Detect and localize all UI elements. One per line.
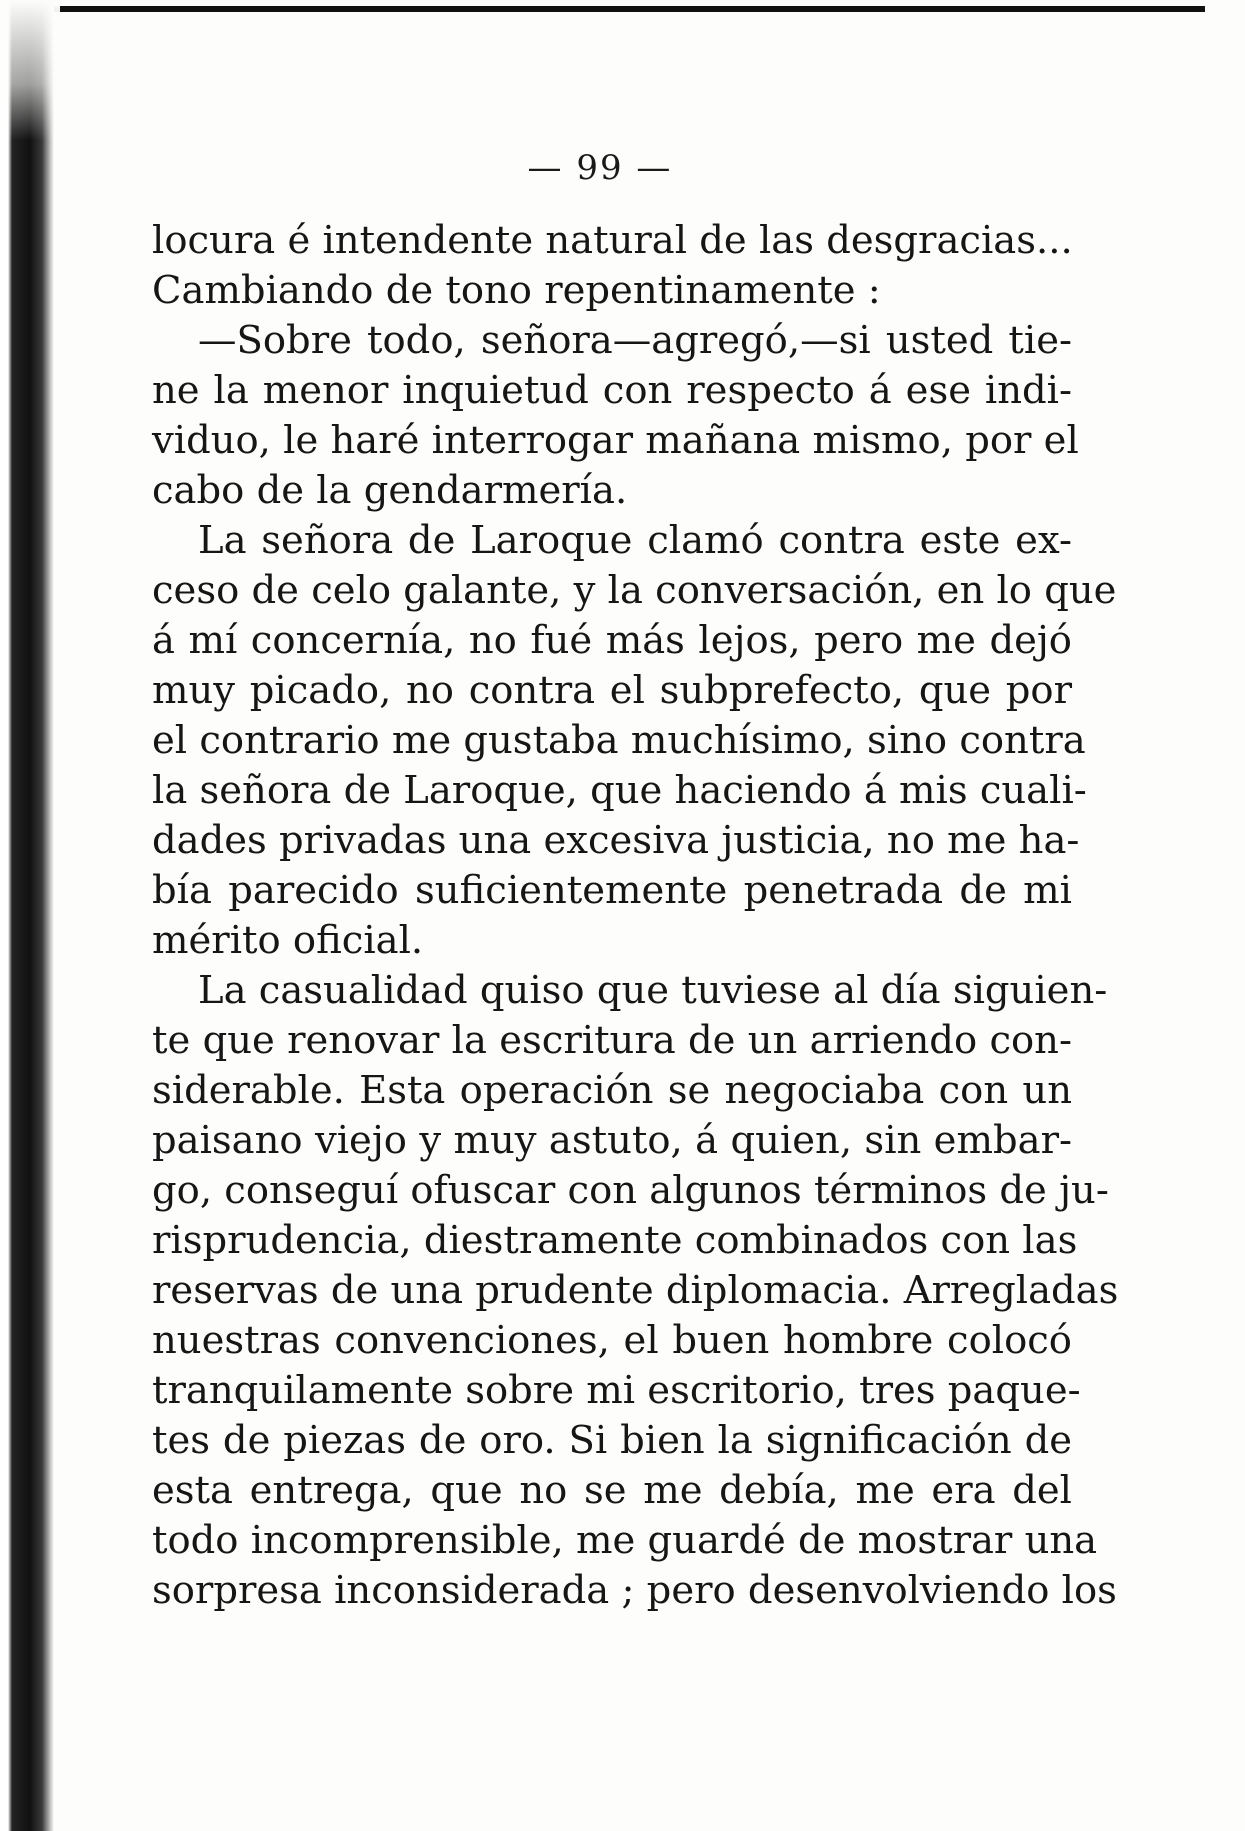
text-line: muy picado, no contra el subprefecto, que por [152,668,1072,713]
text-line: nuestras convenciones, el buen hombre colocó [152,1318,1072,1363]
text-line: locura é intendente natural de las desgracias... [152,218,1073,263]
gutter-fade [0,0,60,140]
text-line: cabo de la gendarmería. [152,468,628,513]
text-line: La casualidad quiso que tuviese al día siguien- [198,968,1108,1013]
text-line: tes de piezas de oro. Si bien la significación de [152,1418,1072,1463]
text-line: te que renovar la escritura de un arriendo con- [152,1018,1072,1063]
text-line: Cambiando de tono repentinamente : [152,268,881,313]
text-line: reservas de una prudente diplomacia. Arregladas [152,1268,1119,1313]
text-line: á mí concernía, no fué más lejos, pero me dejó [152,618,1072,663]
text-line: sorpresa inconsiderada ; pero desenvolviendo los [152,1568,1117,1613]
top-rule [0,6,1205,12]
body-text [152,216,1119,1616]
text-line: go, conseguí ofuscar con algunos términos de ju- [152,1168,1109,1213]
text-line: bía parecido suficientemente penetrada de mi [152,868,1072,913]
text-line: esta entrega, que no se me debía, me era del [152,1468,1072,1513]
text-line: paisano viejo y muy astuto, á quien, sin embar- [152,1118,1072,1163]
text-line: tranquilamente sobre mi escritorio, tres paque- [152,1368,1081,1413]
page-number: — 99 — [527,148,673,188]
binding-gutter [0,0,54,1831]
text-line: dades privadas una excesiva justicia, no me ha- [152,818,1080,863]
text-line: el contrario me gustaba muchísimo, sino contra [152,718,1086,763]
text-line: la señora de Laroque, que haciendo á mis cuali- [152,768,1087,813]
text-line: siderable. Esta operación se negociaba con un [152,1068,1072,1113]
text-line: todo incomprensible, me guardé de mostrar una [152,1518,1098,1563]
text-line: viduo, le haré interrogar mañana mismo, por el [152,418,1079,463]
text-line: La señora de Laroque clamó contra este ex- [198,518,1072,563]
text-line: ceso de celo galante, y la conversación, en lo que [152,568,1117,613]
text-line: mérito oficial. [152,918,424,963]
text-line: ne la menor inquietud con respecto á ese indi- [152,368,1072,413]
text-line: —Sobre todo, señora—agregó,—si usted tie- [198,318,1072,363]
text-line: risprudencia, diestramente combinados con las [152,1218,1078,1263]
